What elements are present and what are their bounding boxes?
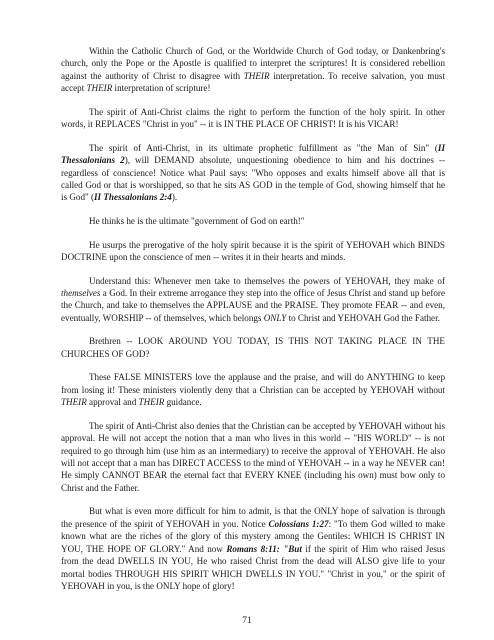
emphasis-text: THEIR (86, 83, 113, 94)
scripture-reference-wrapper (269, 519, 329, 529)
paragraph (61, 420, 445, 494)
text-run: guidance. (164, 397, 202, 408)
scripture-reference: Romans 8:11: "But (226, 543, 302, 554)
text-run: The spirit of Anti-Christ, in its ultimate prophetic fulfillment as "the Man of Sin" ( (89, 142, 438, 153)
paragraph (61, 371, 445, 408)
paragraph (61, 45, 445, 95)
text-run: to Christ and YEHOVAH God the Father. (286, 312, 440, 323)
emphasis-text: THEIR (138, 397, 165, 408)
text-run: ), will DEMAND absolute, unquestioning obedience to him and his doctrines -- regardless of conscience! Notice what Paul says: "Who opposes and exalts himself above all that is called God or that is worshipped, so that he sits AS GOD in the temple of God, showing himself that he is God" ( (61, 155, 445, 203)
paragraph (61, 335, 445, 360)
text-run: interpretation of scripture! (112, 83, 211, 94)
text-run: ). (171, 192, 178, 203)
body-text (61, 45, 445, 604)
paragraph (61, 215, 445, 227)
page-number: 71 (242, 616, 252, 626)
scripture-reference-wrapper (226, 544, 302, 554)
scripture-reference: II Thessalonians 2:4 (94, 192, 172, 203)
text-run: He usurps the prerogative of the holy spirit because it is the spirit of YEHOVAH which BINDS DOCTRINE upon the conscience of men -- writes it in their hearts and minds. (61, 239, 445, 263)
text-run: But what is even more difficult for him to admit, is that the ONLY hope of salvation is through the presence of the spirit of YEHOVAH in you. Notice (61, 506, 445, 529)
text-run: if the spirit of Him who raised Jesus from the dead DWELLS IN YOU, He who raised Christ from the dead will ALSO give life to your mortal bodies THROUGH HIS SPIRIT WHICH DWELLS IN YOU." "Christ in you," or the spirit of YEHOVAH in you, is the ONLY hope of glory! (61, 543, 445, 591)
emphasis-text: themselves (61, 288, 101, 299)
emphasis-text: THEIR (61, 397, 87, 408)
emphasis-text: THEIR (243, 70, 270, 81)
text-run: Within the Catholic Church of God, or the Worldwide Church of God today, or Dankenbring's church, only the Pope or the Apostle is qualified to interpret the scriptures! It is considered rebellion against the authority of Christ to disagree with (61, 46, 445, 81)
paragraph (61, 275, 445, 325)
scripture-reference-wrapper (94, 192, 172, 202)
paragraph (61, 239, 445, 264)
text-run: He thinks he is the ultimate "government of God on earth!" (89, 216, 305, 227)
paragraph (61, 142, 445, 204)
emphasis-text: ONLY (263, 312, 287, 323)
text-run: These FALSE MINISTERS love the applause and the praise, and will do ANYTHING to keep from losing it! These ministers violently deny that a Christian can be accepted by YEHOVAH without (61, 372, 445, 395)
text-run: Brethren -- LOOK AROUND YOU TODAY, IS THIS NOT TAKING PLACE IN THE CHURCHES OF GOD? (61, 336, 445, 359)
scripture-reference: II Thessalonians 2 (61, 142, 445, 166)
text-run: approval and (86, 397, 139, 408)
text-run: The spirit of Anti-Christ also denies that the Christian can be accepted by YEHOVAH without his approval. He will not accept the notion that a man who lives in this world -- "HIS WORLD" -- is not required to go through him (use him as an intermediary) to receive the approval of YEHOVAH. He also will not accept that a man has DIRECT ACCESS to the mind of YEHOVAH -- in a way he NEVER can! He simply CANNOT BEAR the eternal fact that EVERY KNEE (including his own) must bow only to Christ and the Father. (61, 420, 445, 493)
text-run: The spirit of Anti-Christ claims the right to perform the function of the holy spirit. In other words, it REPLACES "Christ in you" -- it is IN THE PLACE OF CHRIST! It is his VICAR! (61, 106, 445, 130)
text-run: Understand this: Whenever men take to themselves the powers of YEHOVAH, they make of (89, 275, 445, 286)
paragraph (61, 106, 445, 131)
text-run: interpretation. To receive salvation, you must accept (61, 70, 445, 94)
scripture-reference: Colossians 1:27 (268, 518, 329, 529)
text-run: : "To them God willed to make known what are the riches of the glory of this mystery among the Gentiles: WHICH IS CHRIST IN YOU, THE HOPE OF GLORY." And now (61, 518, 446, 554)
text-run: a God. In their extreme arrogance they step into the office of Jesus Christ and stand up before the Church, and take to themselves the APPLAUSE and the PRAISE. They promote FEAR -- and even, eventually, WORSHIP -- of themselves, which belongs (61, 288, 445, 323)
paragraph (61, 505, 445, 592)
